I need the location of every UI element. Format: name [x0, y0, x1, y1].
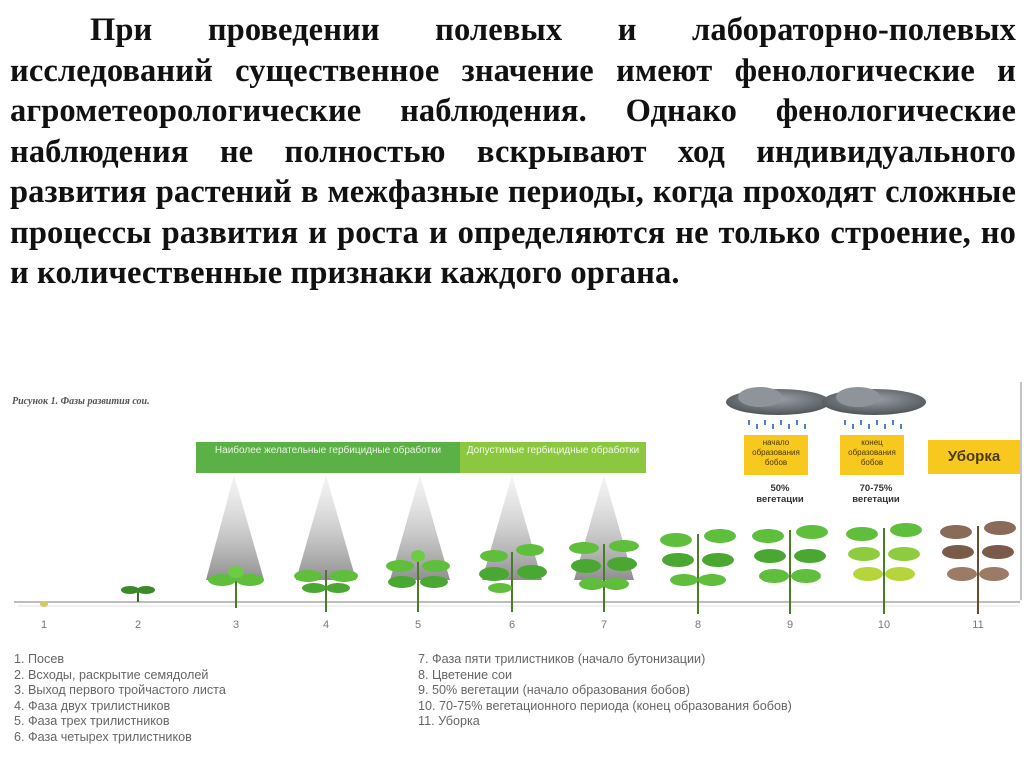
legend-item: 2. Всходы, раскрытие семядолей: [14, 667, 209, 682]
stage-number-7: 7: [600, 619, 608, 631]
band-label-pod-start: начало образования бобов: [752, 438, 800, 467]
band-label-acceptable: Допустимые гербицидные обработки: [466, 445, 640, 456]
spray-cones: [206, 475, 634, 580]
legend-item: 9. 50% вегетации (начало образования бобов): [418, 683, 690, 698]
legend-item: 5. Фаза трех трилистников: [14, 714, 170, 729]
legend-item: 3. Выход первого тройчастого листа: [14, 683, 226, 698]
plant-1-seed: [40, 601, 48, 607]
cloud-icon-1: [726, 387, 830, 429]
main-paragraph: При проведении полевых и лабораторно-полевых исследований существенное значение имеют фенологические и агрометеорологические наблюдения. Однако фенологические наблюдения не полностью вскрывают ход индивидуального развития растений в межфазные периоды, когда проходят сложные процессы развития и роста и определяются не только строение, но и количественные признаки каждого органа.: [10, 12, 1016, 291]
plant-10: [846, 523, 922, 614]
stage-number-2: 2: [134, 619, 142, 631]
stage-number-3: 3: [232, 619, 240, 631]
stage-number-1: 1: [40, 619, 48, 631]
stage-number-5: 5: [414, 619, 422, 631]
figure-caption: Рисунок 1. Фазы развития сои.: [12, 396, 150, 407]
band-label-harvest: Уборка: [947, 448, 1001, 465]
legend-item: 1. Посев: [14, 652, 65, 666]
stage-number-8: 8: [694, 619, 702, 631]
legend-item: 7. Фаза пяти трилистников (начало бутонизации): [418, 652, 706, 666]
cloud-icon-2: [822, 387, 926, 429]
legend-item: 8. Цветение сои: [418, 667, 513, 682]
legend-item: 6. Фаза четырех трилистников: [14, 729, 192, 744]
plant-2-seedling: [121, 586, 155, 602]
stage-number-10: 10: [877, 619, 891, 631]
stage-number-9: 9: [786, 619, 794, 631]
vegetation-half-label: 50% вегетации: [756, 483, 804, 505]
legend-item: 10. 70-75% вегетационного периода (конец образования бобов): [418, 698, 792, 713]
stage-number-11: 11: [972, 619, 984, 631]
plant-11: [940, 521, 1016, 614]
plant-9: [752, 525, 828, 614]
stage-number-6: 6: [508, 619, 516, 631]
band-label-preferred: Наиболее желательные гербицидные обработки: [214, 445, 442, 456]
band-label-pod-end: конец образования бобов: [848, 438, 896, 467]
legend-item: 4. Фаза двух трилистников: [14, 698, 171, 713]
vegetation-late-label: 70-75% вегетации: [852, 483, 900, 505]
legend-item: 11. Уборка: [418, 714, 480, 729]
legend-left: [14, 652, 226, 746]
stage-number-4: 4: [322, 619, 330, 631]
legend-right: [418, 652, 792, 730]
